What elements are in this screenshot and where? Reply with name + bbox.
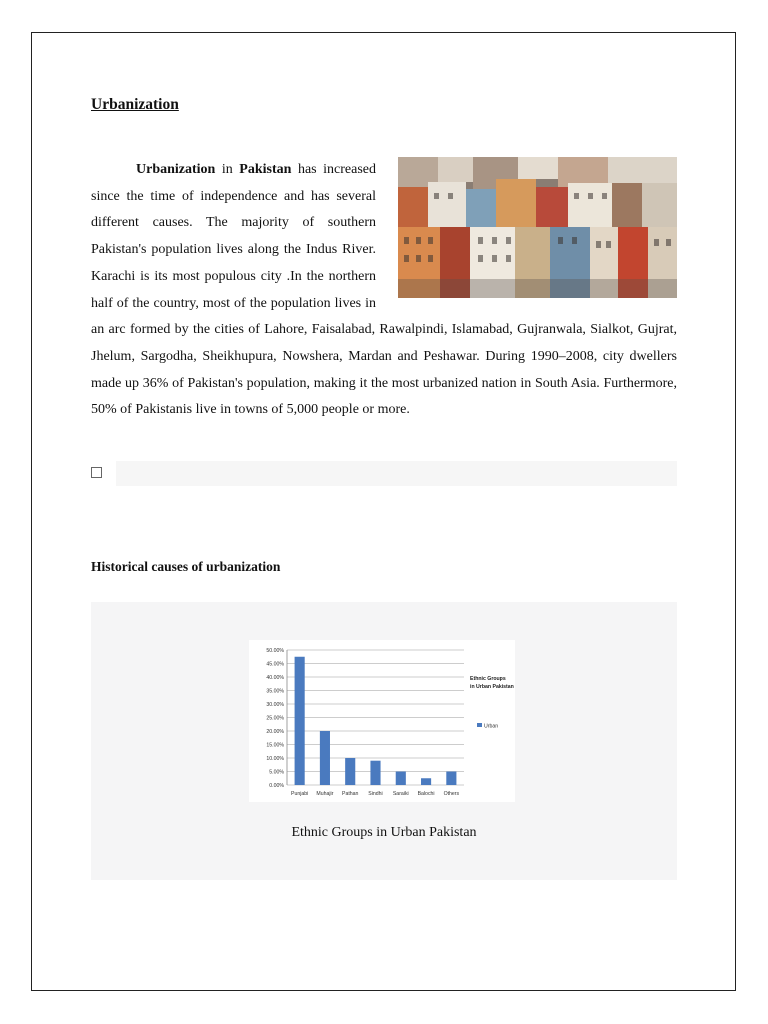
checkbox[interactable] <box>91 467 102 478</box>
x-tick-label: Saraiki <box>392 791 409 797</box>
page-heading: Urbanization <box>91 96 179 113</box>
section-heading: Historical causes of urbanization <box>91 559 281 574</box>
y-tick-label: 5.00% <box>269 769 284 776</box>
ethnic-groups-chart <box>249 640 515 802</box>
term-pakistan: Pakistan <box>239 162 292 177</box>
bar-balochi <box>421 778 431 785</box>
x-tick-label: Balochi <box>417 791 435 797</box>
bar-saraiki <box>396 772 406 786</box>
x-tick-label: Muhajir <box>316 791 334 797</box>
x-tick-label: Pathan <box>341 791 359 797</box>
y-tick-label: 15.00% <box>266 742 284 749</box>
y-tick-label: 40.00% <box>266 675 284 681</box>
y-tick-label: 35.00% <box>266 688 284 695</box>
bar-sindhi <box>370 761 380 785</box>
paragraph-text-1: in <box>215 162 240 177</box>
bar-punjabi <box>295 657 305 785</box>
city-photo <box>398 157 677 298</box>
bar-pathan <box>345 758 355 785</box>
city-photo-illustration <box>398 157 677 298</box>
y-tick-label: 50.00% <box>266 648 284 654</box>
y-tick-label: 25.00% <box>266 715 284 722</box>
body-paragraph <box>91 157 677 424</box>
legend-swatch <box>477 723 482 727</box>
bar-muhajir <box>320 731 330 785</box>
chart-svg <box>249 640 515 802</box>
bar-others <box>446 772 456 786</box>
x-tick-label: Others <box>443 791 460 797</box>
empty-field[interactable] <box>116 461 677 486</box>
paragraph-text-2: has increased since the time of independence and has several different causes. The majority of southern Pakistan's population lives along the Indus River. Karachi is its most populous city .In the northern half of the country, most of the population lives in an arc formed by the cities of Lahore, Faisalabad, Rawalpindi, Islamabad, Gujranwala, Sialkot, Gujrat, Jhelum, Sargodha, Sheikhupura, Nowshera, Mardan and Peshawar. During 1990–2008, city dwellers made up 36% of Pakistan's population, making it the most urbanized nation in South Asia. Furthermore, 50% of Pakistanis live in towns of 5,000 people or more. <box>91 162 677 418</box>
y-tick-label: 10.00% <box>266 756 284 762</box>
figure-caption: Ethnic Groups in Urban Pakistan <box>291 825 477 840</box>
legend-title: Ethnic Groups in Urban Pakistan <box>470 676 514 690</box>
y-tick-label: 45.00% <box>266 661 284 668</box>
y-tick-label: 0.00% <box>269 783 284 789</box>
y-tick-label: 20.00% <box>266 729 284 735</box>
y-tick-label: 30.00% <box>266 702 284 708</box>
x-tick-label: Sindhi <box>368 791 383 797</box>
term-urbanization: Urbanization <box>136 162 216 177</box>
legend-label: Urban <box>484 723 499 730</box>
x-tick-label: Punjabi <box>290 791 309 797</box>
